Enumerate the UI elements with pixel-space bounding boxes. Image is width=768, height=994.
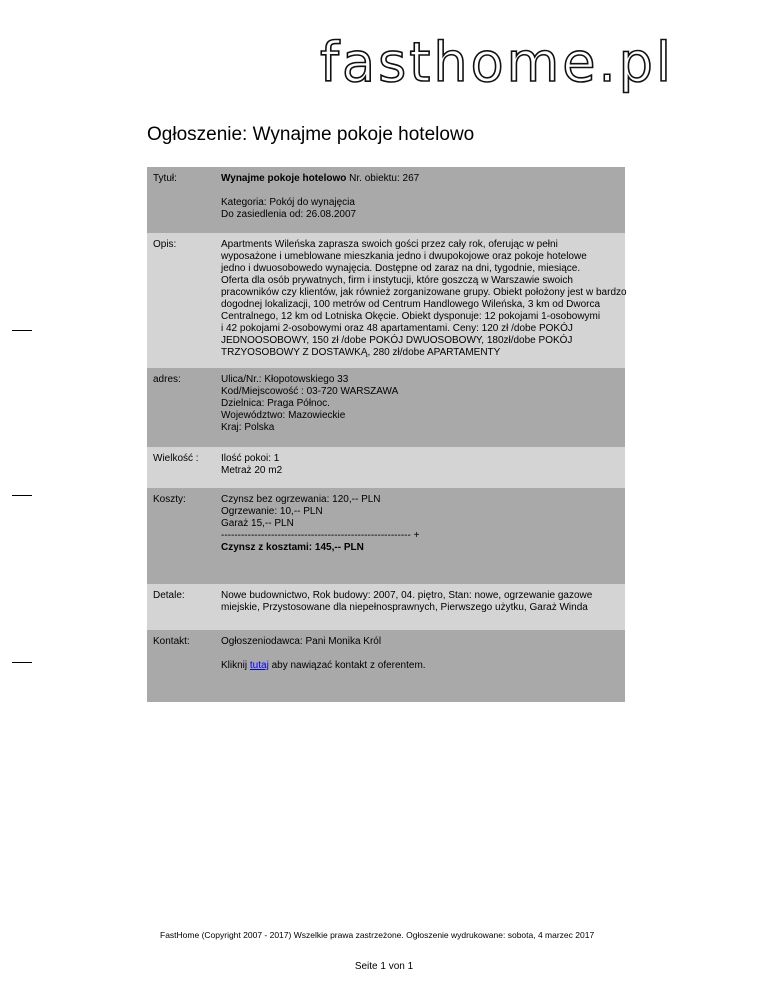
margin-mark	[12, 495, 32, 496]
description-label: Opis:	[153, 239, 177, 250]
details-line: Nowe budownictwo, Rok budowy: 2007, 04. piętro, Stan: nowe, ogrzewanie gazowe	[221, 590, 593, 601]
title-value	[221, 167, 625, 233]
contact-suffix: aby nawiązać kontakt z oferentem.	[271, 660, 426, 671]
contact-label: Kontakt:	[153, 636, 190, 647]
advertiser: Ogłoszeniodawca: Pani Monika Król	[221, 636, 382, 647]
description-value	[221, 233, 627, 368]
description-row	[147, 233, 625, 368]
size-row	[147, 447, 625, 488]
address-row	[147, 368, 625, 447]
address-label: adres:	[153, 374, 181, 385]
title-label: Tytuł:	[153, 173, 177, 184]
rent-without-heating: Czynsz bez ogrzewania: 120,-- PLN	[221, 494, 381, 505]
object-number: Nr. obiektu: 267	[349, 173, 420, 184]
heating-cost: Ogrzewanie: 10,-- PLN	[221, 506, 323, 517]
title-row	[147, 167, 625, 233]
address-voivodeship: Województwo: Mazowieckie	[221, 410, 346, 421]
address-value	[221, 368, 625, 447]
sum-separator: --------------------------------------------------------- +	[221, 530, 420, 541]
footer-copyright: FastHome (Copyright 2007 - 2017) Wszelkie prawa zastrzeżone. Ogłoszenie wydrukowane: sobota, 4 marzec 2017	[160, 930, 595, 940]
description-line: dogodnej lokalizacji, 100 metrów od Centrum Handlowego Wileńska, 3 km od Dworca	[221, 299, 601, 310]
category: Kategoria: Pokój do wynajęcia	[221, 197, 355, 208]
description-line: Apartments Wileńska zaprasza swoich gości przez cały rok, oferując w pełni	[221, 239, 558, 250]
description-line: TRZYOSOBOWY Z DOSTAWKĄ, 280 zł/dobe APARTAMENTY	[221, 347, 501, 358]
description-line: JEDNOOSOBOWY, 150 zł /dobe POKÓJ DWUOSOBOWY, 180zł/dobe POKÓJ	[221, 335, 573, 346]
details-label: Detale:	[153, 590, 185, 601]
size-label: Wielkość :	[153, 453, 199, 464]
details-line: miejskie, Przystosowane dla niepełnosprawnych, Pierwszego użytku, Garaż Winda	[221, 602, 588, 613]
description-line: Oferta dla osób prywatnych, firm i instytucji, które goszczą w Warszawie swoich	[221, 275, 573, 286]
margin-mark	[12, 662, 32, 663]
description-line: pracowników czy klientów, jak również zorganizowane grupy. Obiekt położony jest w bardzo	[221, 287, 627, 298]
margin-mark	[12, 330, 32, 331]
costs-label: Koszty:	[153, 494, 186, 505]
room-count: Ilość pokoi: 1	[221, 453, 280, 464]
costs-row	[147, 488, 625, 584]
listing-name: Wynajme pokoje hotelowo	[221, 173, 347, 184]
page-title: Ogłoszenie: Wynajme pokoje hotelowo	[147, 124, 475, 145]
costs-value	[221, 488, 625, 584]
contact-link[interactable]: tutaj	[249, 660, 269, 671]
address-postcode-city: Kod/Miejscowość : 03-720 WARSZAWA	[221, 386, 399, 397]
description-line: jedno i dwuosobowedo wynajęcia. Dostępne od zaraz na dni, tygodnie, miesiące.	[221, 263, 581, 274]
floor-area: Metraż 20 m2	[221, 465, 283, 476]
available-from: Do zasiedlenia od: 26.08.2007	[221, 209, 357, 220]
description-line: i 42 pokojami 2-osobowymi oraz 48 apartamentami. Ceny: 120 zł /dobe POKÓJ	[221, 323, 573, 334]
page-number: Seite 1 von 1	[354, 961, 414, 972]
site-logo: fasthome.pl	[320, 31, 674, 94]
garage-cost: Garaż 15,-- PLN	[221, 518, 294, 529]
address-district: Dzielnica: Praga Północ.	[221, 398, 330, 409]
contact-value	[221, 630, 625, 702]
description-line: Centralnego, 12 km od Lotniska Okęcie. Obiekt dysponuje: 12 pokojami 1-osobowymi	[221, 311, 601, 322]
listing-table	[147, 167, 625, 702]
size-value	[221, 447, 625, 488]
total-cost: Czynsz z kosztami: 145,-- PLN	[221, 542, 364, 553]
address-street: Ulica/Nr.: Kłopotowskiego 33	[221, 374, 349, 385]
contact-row	[147, 630, 625, 702]
details-value	[221, 584, 625, 630]
address-country: Kraj: Polska	[221, 422, 275, 433]
details-row	[147, 584, 625, 630]
contact-prefix: Kliknij	[221, 660, 248, 671]
description-line: wyposażone i umeblowane mieszkania jedno i dwupokojowe oraz pokoje hotelowe	[221, 251, 587, 262]
